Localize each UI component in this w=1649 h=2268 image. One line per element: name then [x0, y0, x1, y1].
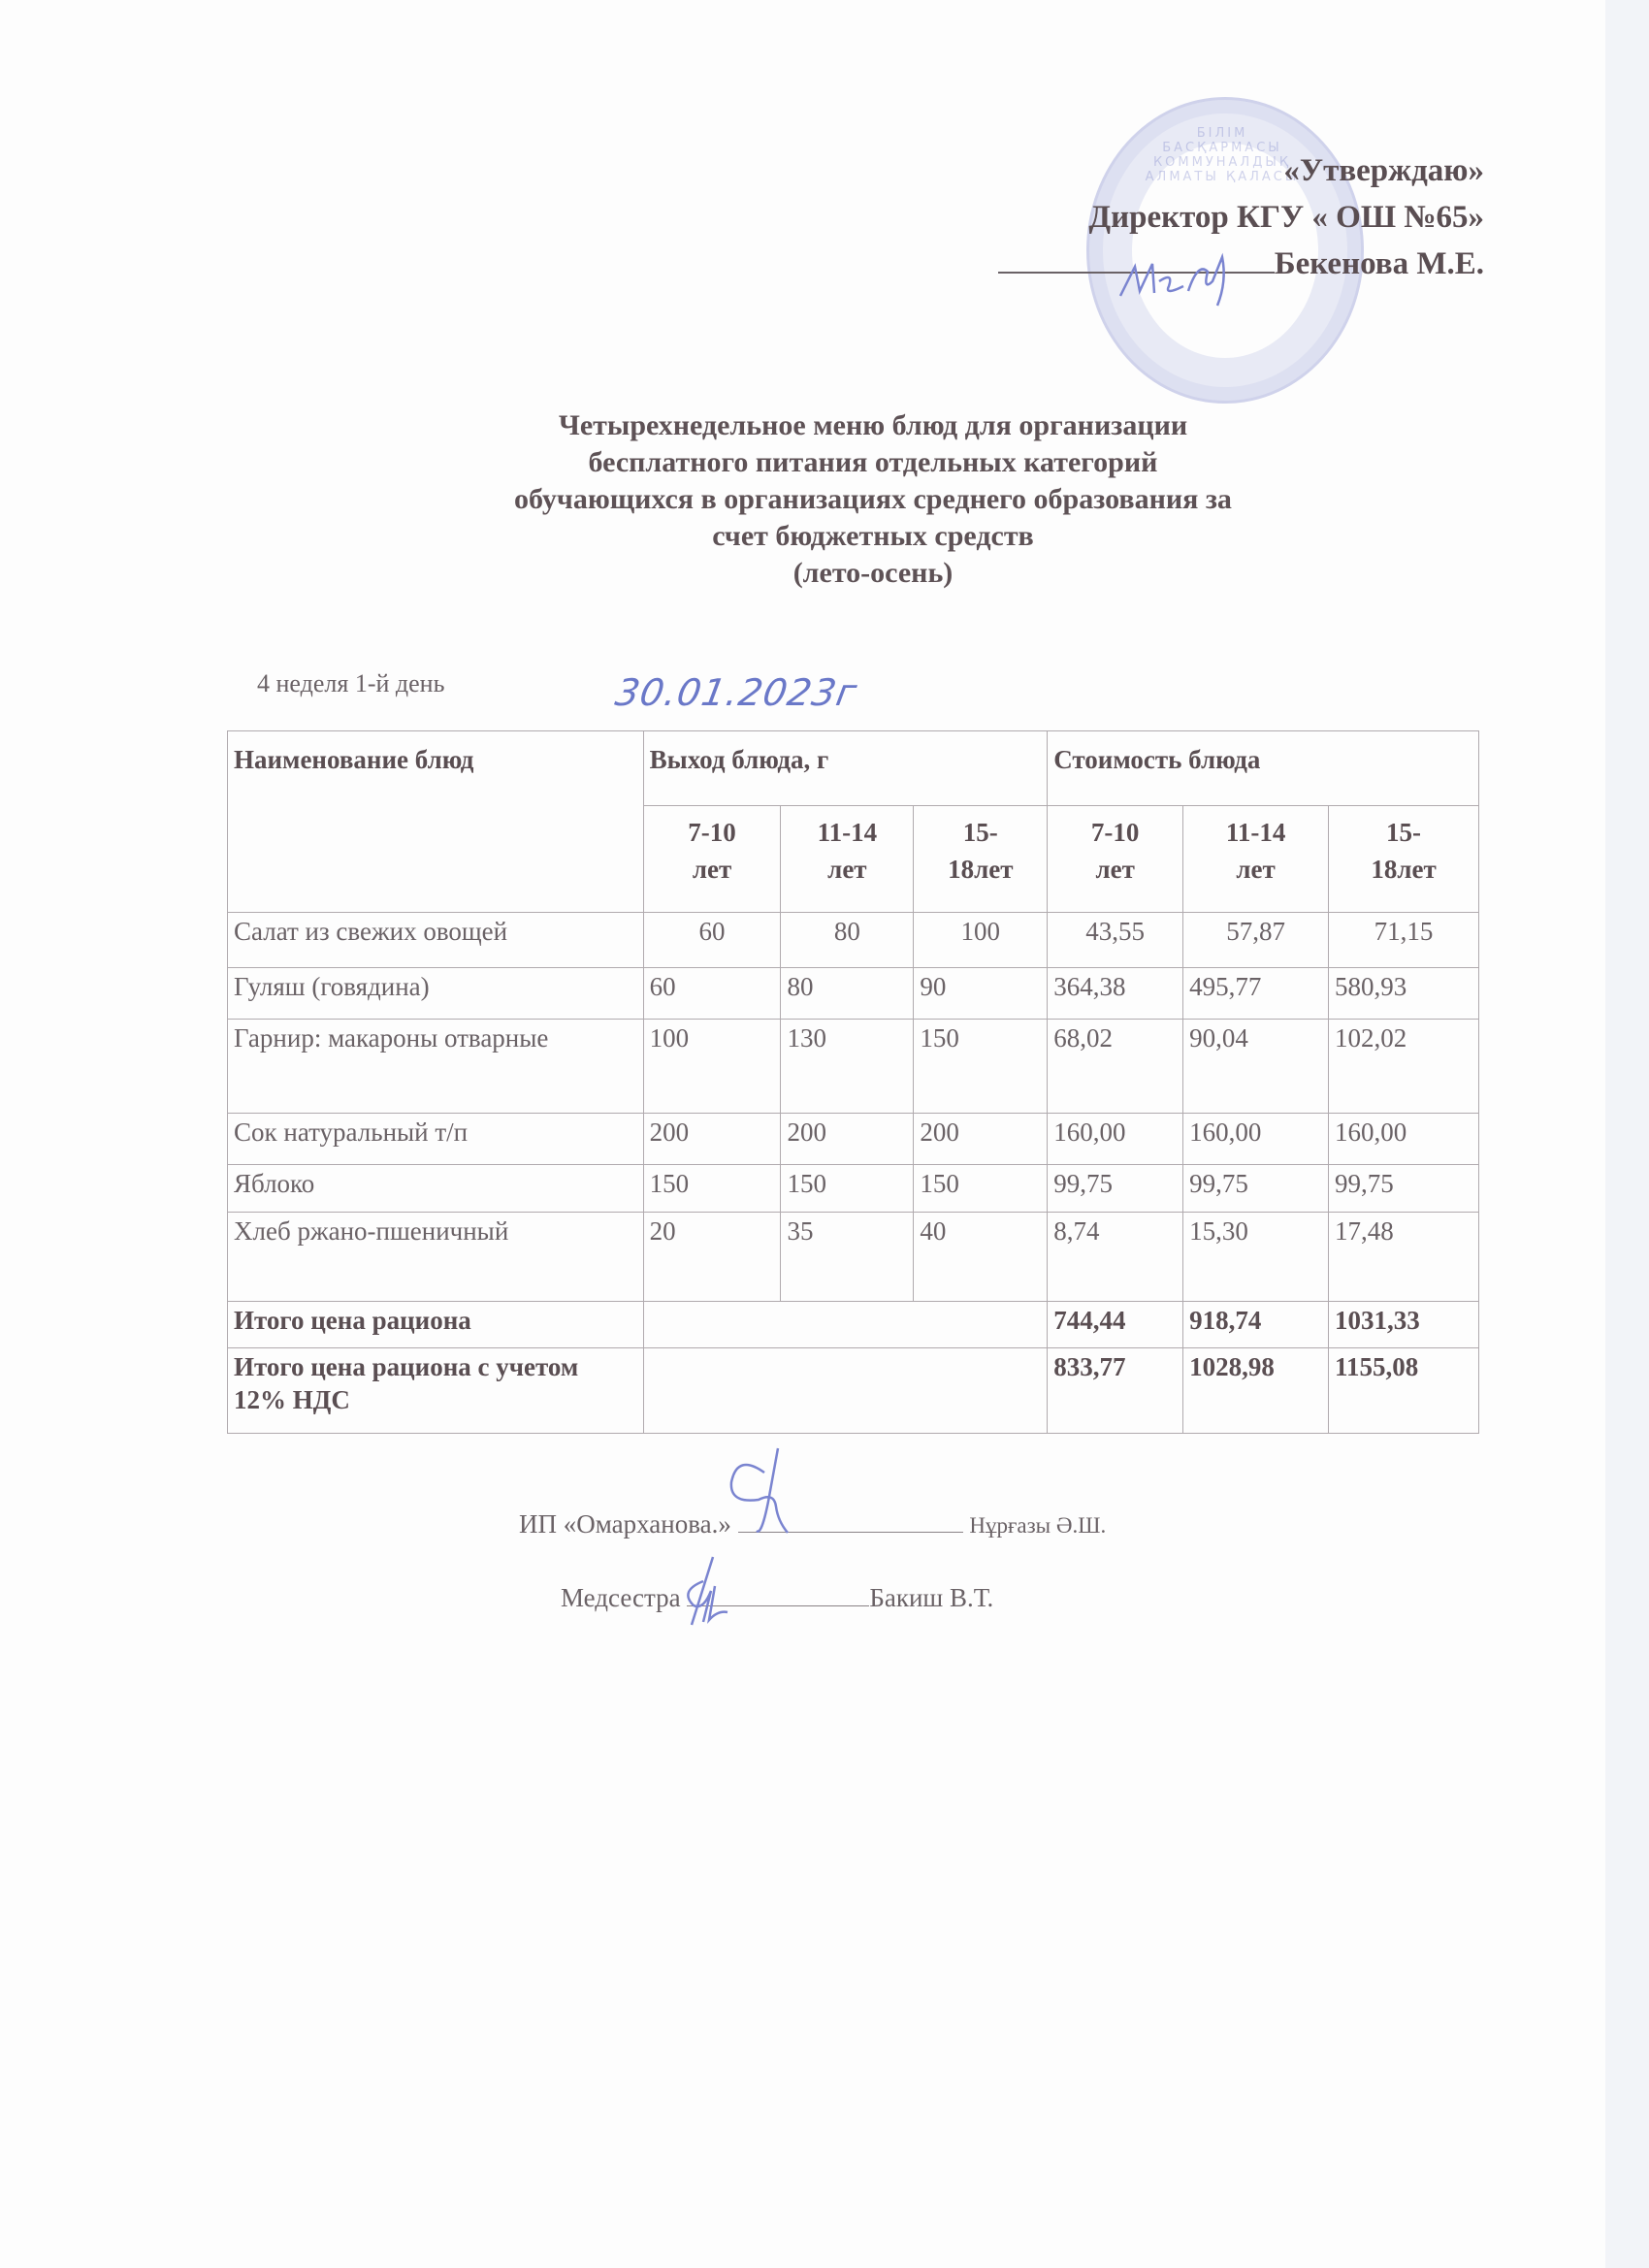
output-value: 150	[643, 1165, 781, 1213]
title-line-5: (лето-осень)	[792, 557, 954, 589]
table-row	[228, 1213, 1479, 1302]
age-line: 18лет	[948, 855, 1014, 884]
title-line-4: счет бюджетных средств	[712, 520, 1034, 552]
dish-name: Хлеб ржано-пшеничный	[228, 1213, 644, 1302]
total-label: Итого цена рациона	[228, 1302, 644, 1348]
output-value: 130	[781, 1020, 914, 1114]
total-vat-empty-cell	[643, 1348, 1048, 1434]
cost-value: 15,30	[1183, 1213, 1329, 1302]
dish-name: Гуляш (говядина)	[228, 968, 644, 1020]
age-line: лет	[1095, 855, 1135, 884]
scan-edge	[1605, 0, 1649, 2268]
cost-value: 580,93	[1329, 968, 1479, 1020]
title-line-3: обучающихся в организациях среднего образования за	[514, 483, 1232, 515]
age-group	[781, 806, 914, 913]
supplier-signature	[718, 1443, 805, 1540]
header-cost: Стоимость блюда	[1048, 731, 1479, 806]
document-title	[291, 407, 1455, 592]
output-value: 20	[643, 1213, 781, 1302]
output-value: 150	[914, 1165, 1048, 1213]
supplier-label: ИП «Омарханова.»	[519, 1509, 731, 1539]
cost-value: 90,04	[1183, 1020, 1329, 1114]
output-value: 80	[781, 968, 914, 1020]
output-value: 35	[781, 1213, 914, 1302]
output-value: 200	[914, 1114, 1048, 1165]
nurse-label: Медсестра	[561, 1583, 681, 1612]
cost-value: 160,00	[1183, 1114, 1329, 1165]
cost-value: 99,75	[1329, 1165, 1479, 1213]
total-vat-label: Итого цена рациона с учетом 12% НДС	[228, 1348, 644, 1434]
director-signature	[1116, 252, 1261, 310]
dish-name: Салат из свежих овощей	[228, 913, 644, 968]
approval-name: Бекенова М.Е.	[1274, 246, 1484, 281]
cost-value: 43,55	[1048, 913, 1183, 968]
total-empty-cell	[643, 1302, 1048, 1348]
output-value: 90	[914, 968, 1048, 1020]
age-group	[1048, 806, 1183, 913]
cost-value: 102,02	[1329, 1020, 1479, 1114]
age-line: лет	[692, 855, 732, 884]
cost-value: 99,75	[1183, 1165, 1329, 1213]
cost-value: 495,77	[1183, 968, 1329, 1020]
cost-value: 364,38	[1048, 968, 1183, 1020]
age-line: лет	[1236, 855, 1276, 884]
total-value: 918,74	[1183, 1302, 1329, 1348]
supplier-signature-row	[519, 1509, 1106, 1539]
output-value: 80	[781, 913, 914, 968]
menu-table	[227, 730, 1479, 1434]
cost-value: 57,87	[1183, 913, 1329, 968]
dish-name: Сок натуральный т/п	[228, 1114, 644, 1165]
age-line: 15-	[962, 818, 998, 847]
cost-value: 8,74	[1048, 1213, 1183, 1302]
table-row	[228, 1114, 1479, 1165]
supplier-name: Нұрғазы Ә.Ш.	[969, 1513, 1107, 1538]
output-value: 100	[914, 913, 1048, 968]
total-vat-row	[228, 1348, 1479, 1434]
table-row	[228, 1165, 1479, 1213]
age-line: 11-14	[1225, 818, 1286, 847]
nurse-name: Бакиш В.Т.	[869, 1583, 994, 1612]
cost-value: 71,15	[1329, 913, 1479, 968]
total-vat-value: 833,77	[1048, 1348, 1183, 1434]
header-dish-name: Наименование блюд	[228, 731, 644, 913]
dish-name: Гарнир: макароны отварные	[228, 1020, 644, 1114]
header-output: Выход блюда, г	[643, 731, 1048, 806]
age-line: 15-	[1386, 818, 1422, 847]
week-day-label: 4 неделя 1-й день	[257, 669, 445, 697]
table-row	[228, 913, 1479, 968]
title-line-1: Четырехнедельное меню блюд для организации	[558, 409, 1188, 441]
dish-name: Яблоко	[228, 1165, 644, 1213]
title-line-2: бесплатного питания отдельных категорий	[588, 446, 1158, 478]
output-value: 200	[643, 1114, 781, 1165]
nurse-signature-row	[561, 1583, 993, 1613]
output-value: 60	[643, 913, 781, 968]
age-line: 11-14	[817, 818, 878, 847]
output-value: 150	[914, 1020, 1048, 1114]
total-value: 1031,33	[1329, 1302, 1479, 1348]
total-vat-value: 1028,98	[1183, 1348, 1329, 1434]
age-group	[643, 806, 781, 913]
cost-value: 68,02	[1048, 1020, 1183, 1114]
age-line: 7-10	[688, 818, 736, 847]
output-value: 40	[914, 1213, 1048, 1302]
output-value: 100	[643, 1020, 781, 1114]
total-vat-value: 1155,08	[1329, 1348, 1479, 1434]
output-value: 150	[781, 1165, 914, 1213]
approval-position: Директор КГУ « ОШ №65»	[1088, 200, 1484, 235]
age-line: 7-10	[1090, 818, 1140, 847]
age-line: лет	[827, 855, 867, 884]
cost-value: 160,00	[1329, 1114, 1479, 1165]
total-value: 744,44	[1048, 1302, 1183, 1348]
cost-value: 99,75	[1048, 1165, 1183, 1213]
handwritten-date: 30.01.2023г	[612, 671, 861, 714]
age-group	[1329, 806, 1479, 913]
stamp-text: БІЛІМ БАСҚАРМАСЫ КОММУНАЛДЫҚ АЛМАТЫ ҚАЛАСЫ	[1145, 126, 1300, 184]
nurse-signature	[674, 1552, 752, 1630]
age-line: 18лет	[1371, 855, 1437, 884]
table-row	[228, 968, 1479, 1020]
table-header-row	[228, 731, 1479, 806]
total-row	[228, 1302, 1479, 1348]
cost-value: 160,00	[1048, 1114, 1183, 1165]
table-row	[228, 1020, 1479, 1114]
cost-value: 17,48	[1329, 1213, 1479, 1302]
age-group	[914, 806, 1048, 913]
age-group	[1183, 806, 1329, 913]
output-value: 60	[643, 968, 781, 1020]
output-value: 200	[781, 1114, 914, 1165]
approval-label: «Утверждаю»	[1283, 153, 1484, 188]
